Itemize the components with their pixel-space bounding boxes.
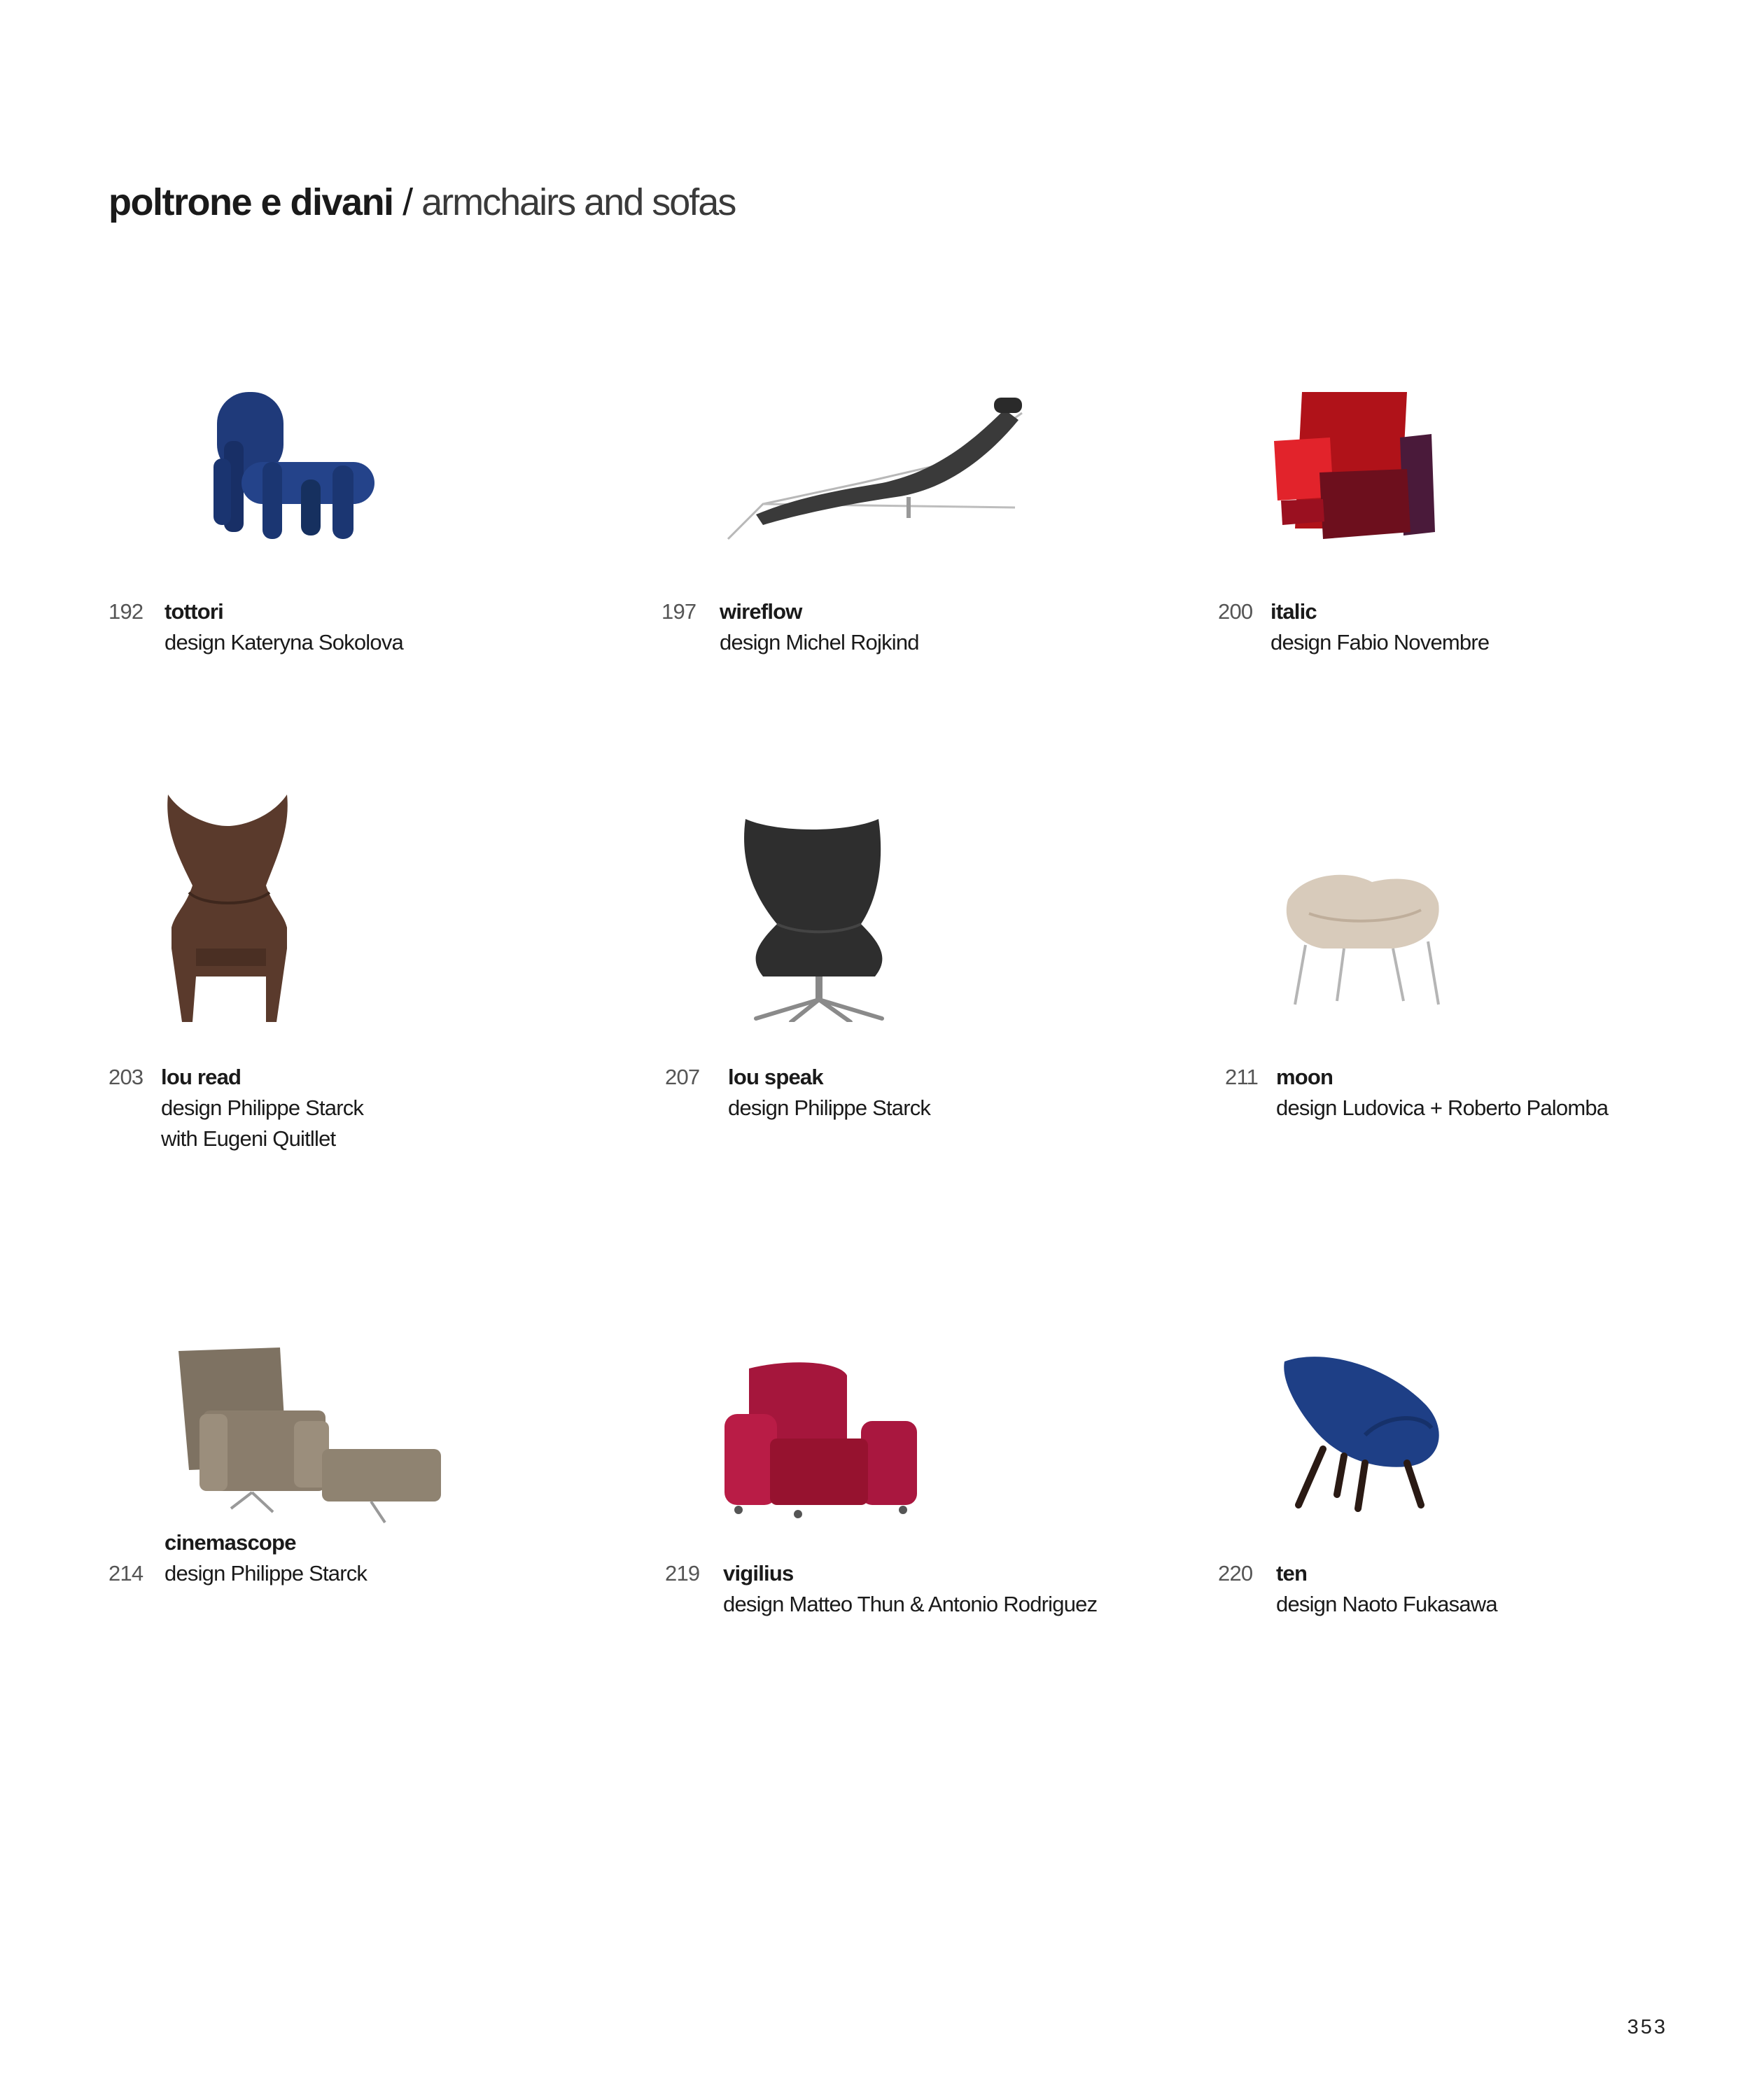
product-name: italic [1270,599,1317,624]
designer-line: design Philippe Starck [728,1096,931,1120]
product-name: lou speak [728,1065,823,1089]
designer-line: design Naoto Fukasawa [1276,1592,1497,1616]
page-number: 203 [108,1065,144,1089]
lou-read-chair-image [154,788,301,1026]
designer-line: design Fabio Novembre [1270,630,1490,654]
page-number: 220 [1218,1561,1253,1586]
page-number: 207 [665,1065,700,1089]
moon-armchair-image [1281,872,1449,1011]
page-number: 197 [662,599,696,624]
title-english: armchairs and sofas [421,181,736,223]
designer-line: design Philippe Starck [161,1096,364,1120]
page-title [108,181,735,224]
designer-line: design Philippe Starck [164,1561,368,1586]
designer-line: design Michel Rojkind [720,630,919,654]
page-number: 214 [108,1561,144,1586]
page-number: 211 [1225,1065,1259,1089]
product-name: ten [1276,1561,1308,1586]
product-name: wireflow [720,599,802,624]
italic-armchair-image [1267,388,1449,542]
wireflow-chaise-image [721,392,1029,546]
product-name: vigilius [723,1561,794,1586]
designer-line: design Kateryna Sokolova [164,630,403,654]
title-italian: poltrone e divani [108,181,393,223]
product-name: lou read [161,1065,241,1089]
title-separator: / [402,181,412,223]
designer-line: with Eugeni Quitllet [161,1126,336,1151]
vigilius-armchair-image [721,1362,924,1519]
folio-page-number: 353 [1627,2016,1667,2038]
page-number: 219 [665,1561,700,1586]
tottori-chair-image [203,382,385,556]
product-name: moon [1276,1065,1334,1089]
page-number: 192 [108,599,144,624]
cinemascope-armchair-image [175,1344,448,1526]
lou-speak-chair-image [735,812,903,1022]
designer-line: design Matteo Thun & Antonio Rodriguez [723,1592,1098,1616]
page-number: 200 [1218,599,1253,624]
product-name: tottori [164,599,223,624]
designer-line: design Ludovica + Roberto Palomba [1276,1096,1609,1120]
product-name: cinemascope [164,1530,296,1555]
ten-armchair-image [1281,1351,1456,1512]
